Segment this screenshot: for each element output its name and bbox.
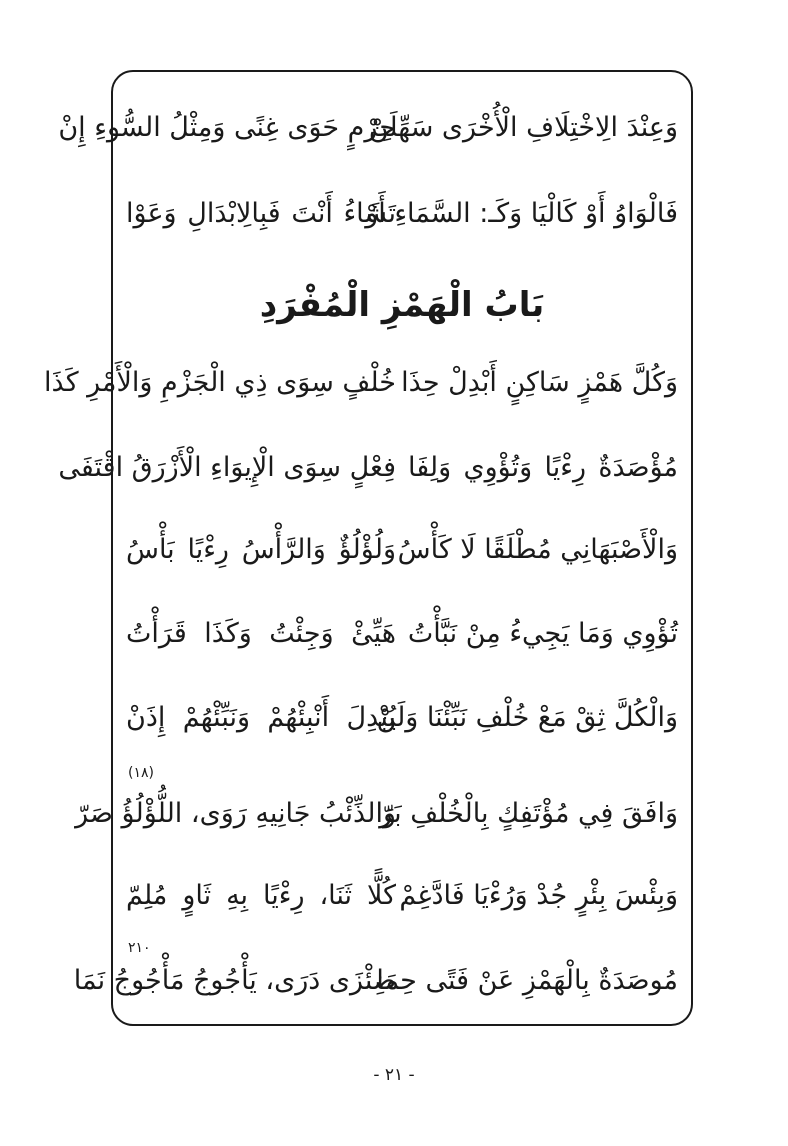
verse-second-hemistich: تَشَاءُ أَنْتَ فَبِالِابْدَالِ وَعَوْا <box>126 198 396 229</box>
verse-second-hemistich: حِرْمٍ حَوَى غِنًى وَمِثْلُ السُّوءِ إِنْ <box>58 112 396 143</box>
verse-second-hemistich: يُبْدِلَ أَنْبِئْهُمْ وَنَبِّئْهُمْ إِذَنْ <box>126 702 396 733</box>
verse-second-hemistich: وَالذِّئْبُ جَانِيهِ رَوَى، اللُّؤْلُؤُ صَرّ <box>75 798 396 829</box>
verse-line-4 <box>58 440 684 496</box>
verse-first-hemistich: وَالْكُلَّ ثِقْ مَعْ خُلْفِ نَبِّئْنَا وَلَنْ <box>376 702 678 733</box>
verse-second-hemistich: هَيِّئْ وَجِئْتُ وَكَذَا قَرَأْتُ <box>126 618 396 649</box>
verse-first-hemistich: تُؤْوِي وَمَا يَجِيءُ مِنْ نَبَّأْتُ <box>407 618 678 649</box>
verse-line-5 <box>120 522 684 578</box>
verse-line-3 <box>44 355 684 411</box>
verse-first-hemistich: وَعِنْدَ الِاخْتِلَافِ الْأُخْرَى سَهِّلَنْ <box>368 112 678 143</box>
verse-second-hemistich: وَلُؤْلُؤٌ وَالرَّأْسُ رِءْيًا بَأْسُ <box>126 534 396 565</box>
page-number: - ٢١ - <box>373 1065 415 1085</box>
verse-first-hemistich: فَالْوَاوُ أَوْ كَالْيَا وَكَـ: السَّمَاءِ أَوْ <box>365 198 678 229</box>
verse-second-hemistich: فِعْلٍ سِوَى الْإِيوَاءِ الْأَزْرَقُ اقْتَفَى <box>58 452 396 483</box>
verse-second-hemistich: ضِئْزَى دَرَى، يَأْجُوجُ مَأْجُوجُ نَمَا <box>73 965 396 996</box>
verse-line-9 <box>120 868 684 924</box>
verse-line-1 <box>58 100 684 156</box>
verse-number-210: ٢١٠ <box>128 940 151 956</box>
verse-line-10 <box>73 953 684 1009</box>
verse-number-18: (١٨) <box>128 765 154 781</box>
verse-first-hemistich: وَبِئْسَ بِئْرٍ جُدْ وَرُءْيَا فَادَّغِمْ <box>399 880 678 911</box>
verse-first-hemistich: مُؤْصَدَةٌ رِءْيًا وَتُؤْوِي وَلِفَا <box>408 452 678 483</box>
verse-line-6 <box>120 606 684 662</box>
verse-second-hemistich: كُلًّا ثَنَا، رِءْيًا بِهِ ثَاوٍ مُلِمّ <box>126 880 396 911</box>
chapter-title: بَابُ الْهَمْزِ الْمُفْرَدِ <box>259 285 545 325</box>
verse-line-2 <box>120 186 684 242</box>
verse-line-7 <box>120 690 684 746</box>
verse-first-hemistich: وَكُلَّ هَمْزٍ سَاكِنٍ أَبْدِلْ حِذَا <box>401 367 678 398</box>
verse-first-hemistich: وَافَقَ فِي مُؤْتَفِكٍ بِالْخُلْفِ بَرّ <box>379 798 678 829</box>
verse-first-hemistich: مُوصَدَةٌ بِالْهَمْزِ عَنْ فَتًى حِمَا <box>376 965 678 996</box>
verse-second-hemistich: خُلْفٍ سِوَى ذِي الْجَزْمِ وَالْأَمْرِ كَذَا <box>44 367 396 398</box>
verse-line-8 <box>75 786 684 842</box>
verse-first-hemistich: وَالْأَصْبَهَانِي مُطْلَقًا لَا كَأْسُ <box>397 534 678 565</box>
